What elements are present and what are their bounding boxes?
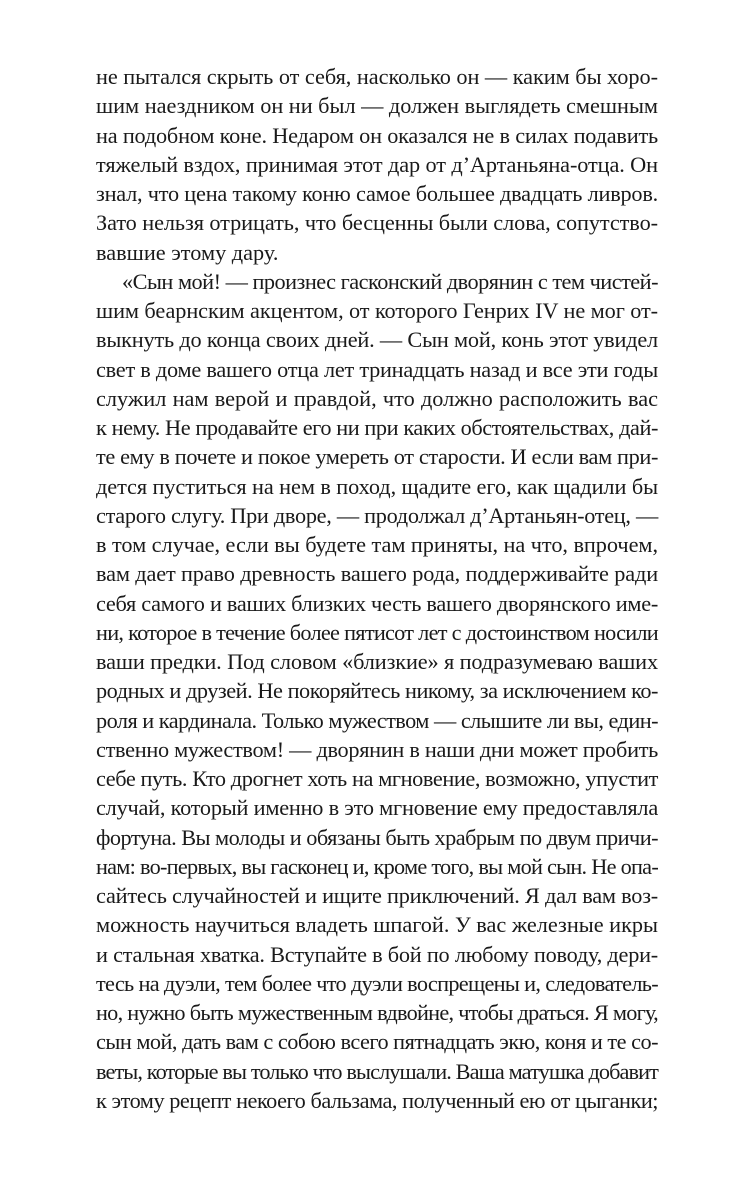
text-line: но, нужно быть мужественным вдвойне, чтобы драться. Я могу,: [96, 1000, 658, 1025]
text-line: свет в доме вашего отца лет тринадцать назад и все эти годы: [96, 356, 658, 382]
text-line: шим наездником он ни был — должен выглядеть смешным: [96, 93, 658, 119]
text-line: тесь на дуэли, тем более что дуэли воспрещены и, следователь-: [96, 970, 658, 996]
text-line: веты, которые вы только что выслушали. Ваша матушка добавит: [96, 1058, 658, 1084]
text-line: родных и друзей. Не покоряйтесь никому, за исключением ко-: [96, 678, 658, 704]
text-line: на подобном коне. Недаром он оказался не в силах подавить: [96, 122, 658, 148]
text-line: роля и кардинала. Только мужеством — слышите ли вы, един-: [96, 707, 658, 733]
book-page: [96, 62, 658, 1115]
text-line: к этому рецепт некоего бальзама, полученный ею от цыганки;: [96, 1087, 658, 1113]
text-line: себе путь. Кто дрогнет хоть на мгновение, возможно, упустит: [96, 766, 658, 791]
text-line: и стальная хватка. Вступайте в бой по любому поводу, дери-: [96, 941, 658, 967]
text-line: случай, который именно в это мгновение ему предоставляла: [96, 795, 658, 821]
text-line: фортуна. Вы молоды и обязаны быть храбрым по двум причи-: [96, 824, 658, 850]
text-line: к нему. Не продавайте его ни при каких обстоятельствах, дай-: [96, 415, 658, 440]
text-line: ни, которое в течение более пятисот лет с достоинством носили: [96, 619, 658, 645]
text-line: Зато нельзя отрицать, что бесценны были слова, сопутство-: [96, 210, 658, 236]
text-line: выкнуть до конца своих дней. — Сын мой, конь этот увидел: [96, 327, 658, 353]
text-line: вам дает право древность вашего рода, поддерживайте ради: [96, 561, 658, 587]
text-line: старого слугу. При дворе, — продолжал д’Артаньян-отец, —: [96, 502, 658, 528]
text-line: в том случае, если вы будете там приняты, на что, впрочем,: [96, 532, 658, 557]
text-line: можность научиться владеть шпагой. У вас железные икры: [96, 912, 658, 938]
text-line: сын мой, дать вам с собою всего пятнадцать экю, коня и те со-: [96, 1029, 658, 1055]
text-line: не пытался скрыть от себя, насколько он — каким бы хоро-: [96, 64, 658, 89]
paragraph-end-line: вавшие этому дару.: [96, 239, 279, 265]
text-line: тяжелый вздох, принимая этот дар от д’Артаньяна-отца. Он: [96, 151, 658, 177]
text-line: себя самого и ваших близких честь вашего дворянского име-: [96, 590, 658, 616]
text-line: шим беарнским акцентом, от которого Генрих IV не мог от-: [96, 298, 658, 323]
text-line: ваши предки. Под словом «близкие» я подразумеваю ваших: [96, 649, 658, 674]
text-line: нам: во-первых, вы гасконец и, кроме того, вы мой сын. Не опа-: [96, 853, 658, 879]
text-line: сайтесь случайностей и ищите приключений. Я дал вам воз-: [96, 883, 658, 908]
text-line: дется пуститься на нем в поход, щадите его, как щадили бы: [96, 473, 658, 499]
text-line: знал, что цена такому коню самое большее двадцать ливров.: [96, 181, 658, 206]
text-line: служил нам верой и правдой, что должно расположить вас: [96, 385, 658, 411]
paragraph-start-line: «Сын мой! — произнес гасконский дворянин с тем чистей-: [122, 268, 658, 294]
text-line: те ему в почете и покое умереть от старости. И если вам при-: [96, 444, 658, 470]
text-line: ственно мужеством! — дворянин в наши дни может пробить: [96, 736, 658, 762]
